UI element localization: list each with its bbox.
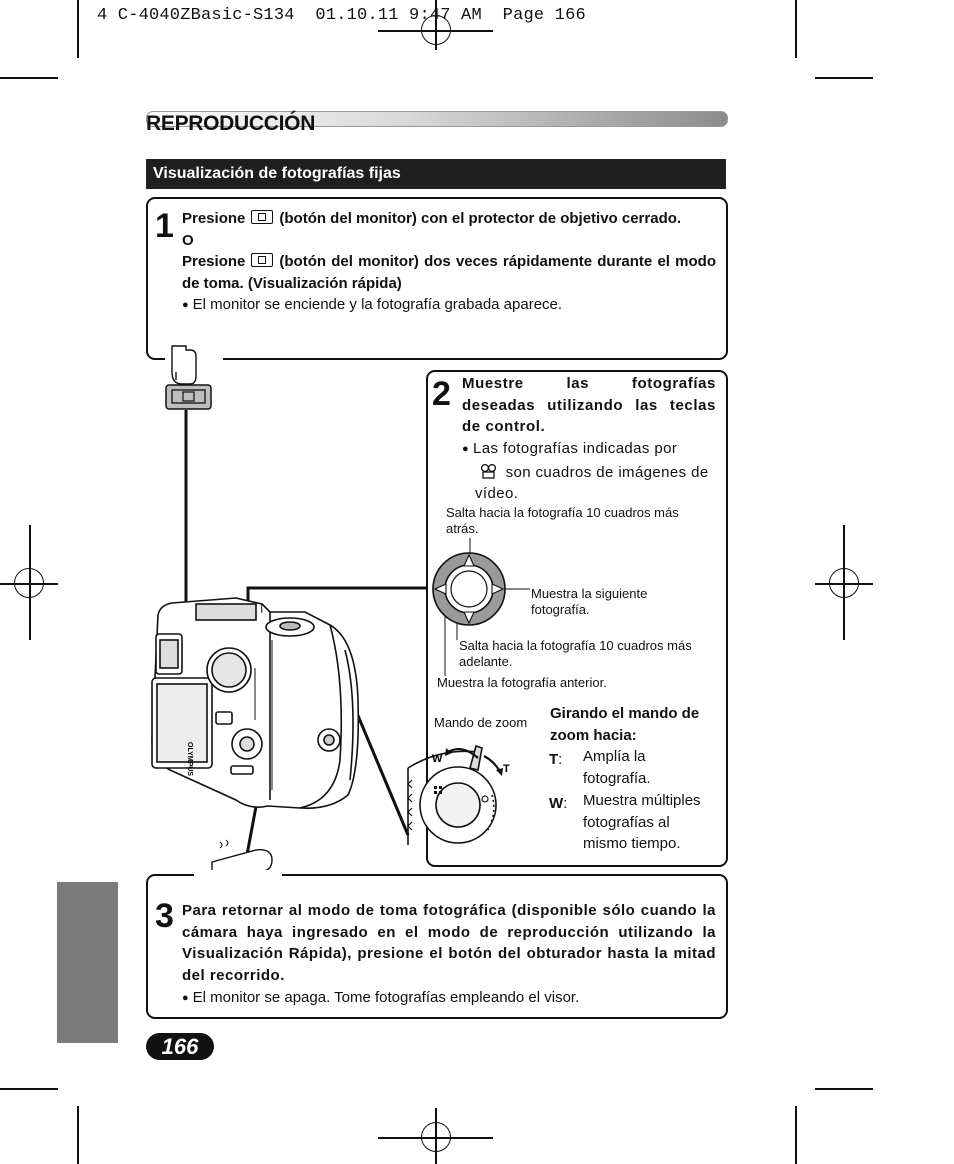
step2-number: 2 xyxy=(432,375,451,413)
chapter-tab xyxy=(57,882,118,1043)
step3-note: ● El monitor se apaga. Tome fotografías empleando el visor. xyxy=(182,987,716,1011)
callout-right: Muestra la siguiente fotografía. xyxy=(531,586,648,617)
step1-line2b: (botón del monitor) dos veces rápidamente durante el modo de toma. (Visualización rápida) xyxy=(182,253,716,292)
callout-down: Salta hacia la fotografía 10 cuadros más adelante. xyxy=(459,638,692,669)
page-number: 166 xyxy=(146,1033,214,1060)
step1-note: ● El monitor se enciende y la fotografía grabada aparece. xyxy=(182,294,716,318)
callout-left: Muestra la fotografía anterior. xyxy=(437,675,607,690)
arrowhead-icon xyxy=(496,768,503,776)
step1-or: O xyxy=(182,231,194,249)
section-header: Visualización de fotografías fijas xyxy=(146,159,726,189)
step2-note-b: son cuadros de imágenes de vídeo. xyxy=(475,463,709,502)
dial-label-t: T xyxy=(503,763,510,775)
zoom-w-text: Muestra múltiples fotografías al mismo tiempo. xyxy=(583,792,701,852)
finger-icon xyxy=(172,346,196,384)
zoom-heading: Girando el mando de zoom hacia: xyxy=(550,705,700,744)
camera-brand: OLYMPUS xyxy=(186,742,193,776)
step3-number: 3 xyxy=(155,897,174,935)
monitor-button-icon xyxy=(166,385,211,409)
zoom-t-text: Amplía la fotografía. xyxy=(583,748,651,787)
step2-text: Muestre las fotografías deseadas utilizando las teclas de control. xyxy=(462,375,716,435)
page-title: REPRODUCCIÓN xyxy=(146,112,316,135)
callout-up: Salta hacia la fotografía 10 cuadros más atrás. xyxy=(446,505,679,536)
print-slug: 4 C-4040ZBasic-S134 01.10.11 9:47 AM Page 166 xyxy=(97,6,586,25)
callout-zoom: Mando de zoom xyxy=(434,715,528,730)
step1-line1b: (botón del monitor) con el protector de objetivo cerrado. xyxy=(279,210,682,227)
step1-number: 1 xyxy=(155,207,174,245)
box-gap xyxy=(194,870,282,878)
step2-note-a: ● Las fotografías indicadas por xyxy=(462,440,677,457)
step3-text: Para retornar al modo de toma fotográfica (disponible sólo cuando la cámara haya ingresado en el modo de reproducción utilizando la Visualización Rápida), presione el botón del obturador hasta la mitad del recorrido. xyxy=(182,902,716,984)
zoom-w-key: W: xyxy=(549,795,568,812)
zoom-t-key: T: xyxy=(549,751,563,768)
step1-line1a: Presione xyxy=(182,210,246,227)
zoom-dial[interactable] xyxy=(408,746,496,845)
step1-line2a: Presione xyxy=(182,253,246,270)
camera-illustration xyxy=(152,598,358,808)
dial-label-w: W xyxy=(432,753,443,765)
